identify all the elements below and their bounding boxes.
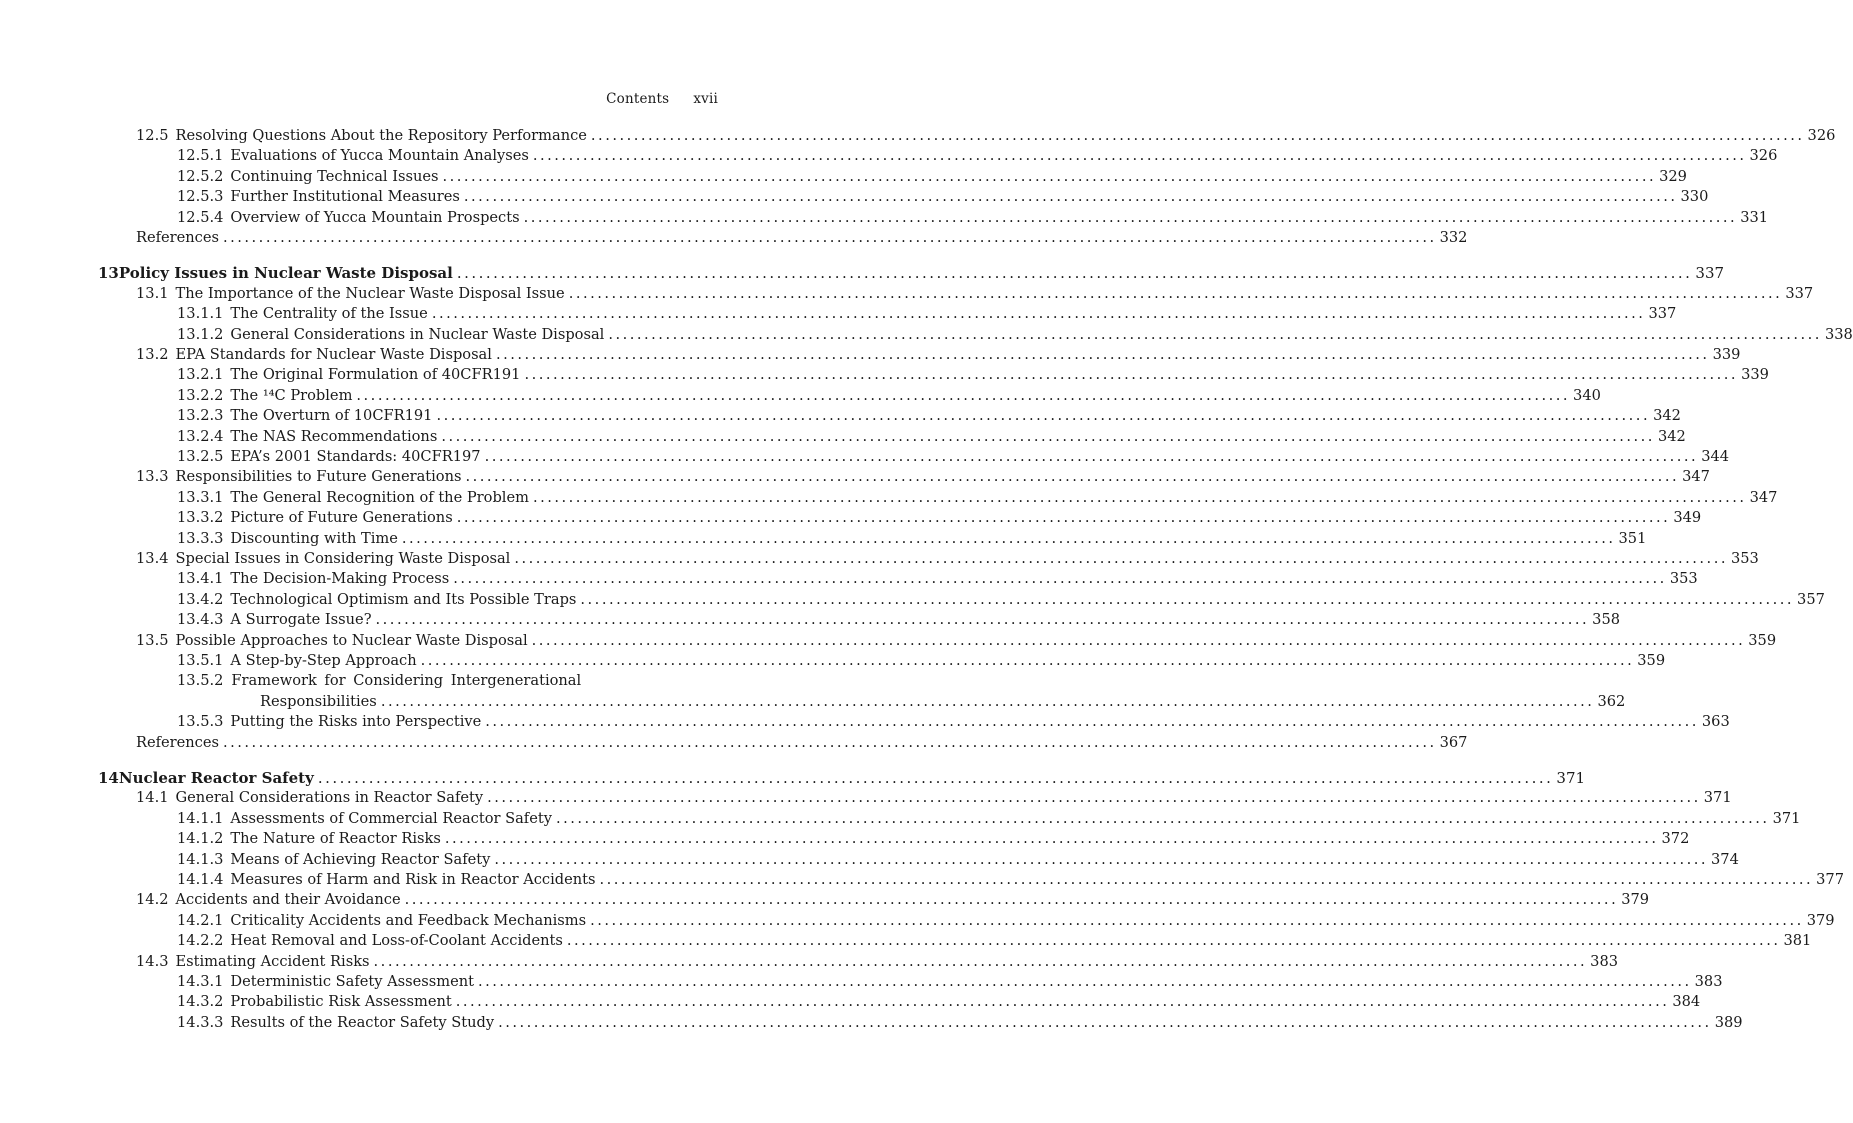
toc-chapter [98, 768, 1586, 788]
entry-number: 12.5 [136, 127, 169, 144]
dot-leader: .......................................................................................................................................................................... [356, 386, 1571, 404]
entry-number: 13.2 [136, 346, 169, 363]
entry-number: 13.4.3 [177, 611, 224, 629]
toc-entry [177, 406, 1681, 426]
entry-page-number: 340 [1573, 386, 1601, 404]
entry-number: 14.3.3 [177, 1013, 224, 1031]
dot-leader: .......................................................................................................................................................................... [401, 529, 1616, 547]
toc-references [136, 733, 1468, 753]
entry-page-number: 339 [1741, 366, 1769, 384]
entry-title: Picture of Future Generations [230, 509, 453, 527]
header-label: Contents [606, 91, 670, 107]
entry-title: The NAS Recommendations [230, 427, 438, 445]
entry-title: Technological Optimism and Its Possible Traps [230, 590, 577, 608]
dot-leader: .......................................................................................................................................................................... [524, 366, 1739, 384]
dot-leader: .......................................................................................................................................................................... [566, 932, 1781, 950]
dot-leader: .......................................................................................................................................................................... [532, 488, 1747, 506]
entry-page-number: 357 [1797, 590, 1825, 608]
dot-leader: .......................................................................................................................................................................... [568, 284, 1783, 302]
chapter-number: 13 [98, 264, 119, 283]
entry-page-number: 383 [1590, 952, 1619, 970]
entry-page-number: 363 [1701, 713, 1730, 731]
toc-entry [177, 712, 1730, 732]
entry-number: 13.2.5 [177, 448, 224, 465]
entry-page-number: 342 [1657, 427, 1686, 445]
entry-number: 12.5.4 [177, 208, 224, 226]
entry-page-number: 371 [1772, 809, 1801, 827]
entry-number: 14.3.2 [177, 993, 224, 1011]
dot-leader: .......................................................................................................................................................................... [514, 550, 1728, 567]
entry-page-number: 342 [1653, 407, 1681, 425]
entry-title: The Decision-Making Process [230, 570, 450, 588]
toc-entry [177, 167, 1687, 187]
entry-page-number: 367 [1439, 733, 1468, 751]
entry-number: 13.4.2 [177, 590, 224, 608]
dot-leader: .......................................................................................................................................................................... [456, 264, 1693, 283]
toc-entry [177, 590, 1825, 610]
entry-number: 13.3 [136, 468, 169, 486]
toc-entry [177, 146, 1778, 166]
entry-title: Overview of Yucca Mountain Prospects [230, 208, 520, 226]
entry-page-number: 347 [1749, 488, 1778, 506]
dot-leader: .......................................................................................................................................................................... [456, 509, 1671, 527]
dot-leader: .......................................................................................................................................................................... [420, 652, 1635, 669]
toc-entry [177, 208, 1769, 228]
entry-page-number: 338 [1824, 325, 1853, 343]
entry-page-number: 326 [1749, 147, 1778, 165]
entry-title: Discounting with Time [230, 529, 398, 547]
entry-title: Accidents and their Avoidance [175, 891, 401, 909]
toc-entry [177, 187, 1709, 207]
entry-page-number: 381 [1783, 932, 1812, 950]
dot-leader: .......................................................................................................................................................................... [444, 830, 1659, 848]
dot-leader: .......................................................................................................................................................................... [487, 789, 1701, 807]
entry-page-number: 337 [1785, 284, 1814, 302]
entry-page-number: 359 [1748, 631, 1777, 649]
toc-chapter [98, 263, 1725, 283]
toc-entry [136, 952, 1619, 972]
entry-title: A Step-by-Step Approach [230, 652, 417, 669]
dot-leader: .......................................................................................................................................................................... [555, 809, 1770, 827]
toc-entry [177, 992, 1701, 1012]
entry-title: Evaluations of Yucca Mountain Analyses [230, 147, 529, 165]
toc-references [136, 228, 1468, 248]
entry-number: 13.1 [136, 284, 169, 302]
dot-leader: .......................................................................................................................................................................... [590, 127, 1805, 144]
toc-entry [177, 651, 1666, 671]
entry-title: Means of Achieving Reactor Safety [230, 850, 491, 868]
entry-number: 13.1.2 [177, 325, 224, 343]
chapter-title: Nuclear Reactor Safety [118, 769, 314, 787]
toc-entry [136, 126, 1836, 146]
entry-number: 13.2.1 [177, 366, 224, 384]
chapter-number: 14 [98, 769, 119, 787]
dot-leader: .......................................................................................................................................................................... [431, 305, 1646, 323]
toc-entry [136, 345, 1741, 365]
toc-entry [136, 890, 1650, 910]
toc-entry [177, 850, 1739, 870]
entry-number: 12.5.1 [177, 147, 224, 165]
entry-title: The Original Formulation of 40CFR191 [230, 366, 521, 384]
toc-entry [177, 870, 1844, 890]
entry-page-number: 358 [1592, 611, 1621, 629]
entry-title: Special Issues in Considering Waste Disposal [175, 550, 511, 567]
entry-page-number: 337 [1648, 305, 1677, 323]
entry-page-number: 337 [1695, 264, 1725, 283]
dot-leader: .......................................................................................................................................................................... [436, 407, 1651, 425]
toc-entry [136, 284, 1814, 304]
entry-page-number: 371 [1556, 769, 1586, 787]
dot-leader: .......................................................................................................................................................................... [442, 167, 1657, 185]
entry-title: EPA’s 2001 Standards: 40CFR197 [230, 448, 481, 465]
entry-number: 14.1.4 [177, 871, 224, 888]
entry-page-number: 359 [1637, 652, 1666, 669]
entry-title: Continuing Technical Issues [230, 167, 439, 185]
dot-leader: .......................................................................................................................................................................... [453, 570, 1667, 588]
dot-leader: .......................................................................................................................................................................... [317, 769, 1554, 787]
entry-title: The General Recognition of the Problem [230, 488, 529, 506]
dot-leader: .......................................................................................................................................................................... [495, 346, 1710, 363]
toc-entry [136, 549, 1759, 569]
dot-leader: .......................................................................................................................................................................... [380, 692, 1595, 710]
entry-page-number: 362 [1597, 692, 1626, 710]
dot-leader: .......................................................................................................................................................................... [523, 208, 1738, 226]
entry-number: 13.1.1 [177, 305, 224, 323]
dot-leader: .......................................................................................................................................................................... [590, 911, 1804, 929]
entry-page-number: 384 [1672, 993, 1701, 1011]
entry-title: General Considerations in Nuclear Waste Disposal [230, 325, 605, 343]
dot-leader: .......................................................................................................................................................................... [498, 1013, 1712, 1031]
entry-number: 13.3.2 [177, 509, 224, 527]
toc-entry [177, 972, 1723, 992]
entry-page-number: 344 [1701, 448, 1730, 465]
entry-number: 14.1.1 [177, 809, 224, 827]
entry-number: 13.2.2 [177, 386, 224, 404]
dot-leader: .......................................................................................................................................................................... [532, 147, 1747, 165]
entry-title: Deterministic Safety Assessment [230, 973, 474, 990]
dot-leader: .......................................................................................................................................................................... [222, 229, 1437, 246]
entry-page-number: 377 [1816, 871, 1844, 888]
toc-entry [177, 386, 1601, 406]
entry-number: 13.2.4 [177, 427, 224, 445]
entry-number: 13.2.3 [177, 407, 224, 425]
dot-leader: .......................................................................................................................................................................... [484, 448, 1699, 465]
toc-entry [177, 488, 1778, 508]
entry-number: 12.5.2 [177, 167, 224, 185]
entry-page-number: 330 [1680, 188, 1709, 206]
entry-title: Resolving Questions About the Repository Performance [175, 127, 587, 144]
dot-leader: .......................................................................................................................................................................... [580, 590, 1795, 608]
toc-entry [177, 931, 1812, 951]
dot-leader: .......................................................................................................................................................................... [373, 952, 1588, 970]
entry-title: Possible Approaches to Nuclear Waste Disposal [175, 631, 528, 649]
entry-page-number: 353 [1730, 550, 1759, 567]
entry-number: 14.1 [136, 789, 169, 807]
toc-entry [177, 1013, 1743, 1033]
toc-entry [177, 671, 718, 691]
toc-entry [177, 427, 1686, 447]
entry-number: 14.1.2 [177, 830, 224, 848]
entry-number: 13.4 [136, 550, 169, 567]
entry-page-number: 347 [1682, 468, 1710, 486]
toc-entry [136, 631, 1777, 651]
dot-leader: .......................................................................................................................................................................... [463, 188, 1678, 206]
toc-entry [177, 829, 1690, 849]
entry-number: 13.4.1 [177, 570, 224, 588]
entry-title: References [136, 229, 219, 246]
dot-leader: .......................................................................................................................................................................... [485, 713, 1699, 731]
entry-number: 14.3.1 [177, 973, 224, 990]
entry-number: 13.3.3 [177, 529, 224, 547]
entry-title: Measures of Harm and Risk in Reactor Accidents [230, 871, 596, 888]
toc-entry [177, 569, 1698, 589]
toc-entry [177, 508, 1702, 528]
entry-title: The Centrality of the Issue [230, 305, 428, 323]
entry-title: Responsibilities to Future Generations [175, 468, 462, 486]
entry-number: 14.2.1 [177, 911, 224, 929]
entry-page-number: 379 [1806, 911, 1835, 929]
entry-title: Heat Removal and Loss-of-Coolant Accidents [230, 932, 563, 950]
entry-number: 12.5.3 [177, 188, 224, 206]
entry-page-number: 331 [1740, 208, 1769, 226]
entry-page-number: 374 [1711, 850, 1739, 868]
dot-leader: .......................................................................................................................................................................... [404, 891, 1619, 909]
toc-entry [177, 529, 1647, 549]
dot-leader: .......................................................................................................................................................................... [531, 631, 1746, 649]
entry-title: References [136, 733, 219, 751]
entry-page-number: 351 [1618, 529, 1647, 547]
entry-page-number: 329 [1659, 167, 1687, 185]
entry-title-continued: Responsibilities [260, 692, 377, 710]
dot-leader: .......................................................................................................................................................................... [441, 427, 1655, 445]
entry-title: Assessments of Commercial Reactor Safety [230, 809, 552, 827]
toc-entry-continuation [260, 692, 1626, 712]
entry-number: 13.5 [136, 631, 169, 649]
entry-page-number: 389 [1714, 1013, 1743, 1031]
entry-number: 13.3.1 [177, 488, 224, 506]
chapter-title: Policy Issues in Nuclear Waste Disposal [118, 264, 453, 283]
running-header [606, 91, 718, 107]
toc-entry [177, 610, 1621, 630]
entry-page-number: 379 [1621, 891, 1650, 909]
entry-title: The Importance of the Nuclear Waste Disposal Issue [175, 284, 565, 302]
dot-leader: .......................................................................................................................................................................... [599, 871, 1814, 888]
entry-title: Estimating Accident Risks [175, 952, 370, 970]
toc-entry [177, 911, 1835, 931]
toc-entry [177, 365, 1769, 385]
dot-leader: .......................................................................................................................................................................... [375, 611, 1590, 629]
entry-number: 14.3 [136, 952, 169, 970]
entry-page-number: 371 [1703, 789, 1732, 807]
entry-page-number: 353 [1669, 570, 1698, 588]
entry-title: General Considerations in Reactor Safety [175, 789, 484, 807]
toc-entry [177, 325, 1853, 345]
entry-title: The Overturn of 10CFR191 [230, 407, 433, 425]
entry-title: Further Institutional Measures [230, 188, 460, 206]
toc-entry [177, 809, 1801, 829]
entry-page-number: 326 [1807, 127, 1836, 144]
entry-number: 13.5.3 [177, 713, 224, 731]
entry-title: A Surrogate Issue? [230, 611, 372, 629]
entry-number: 13.5.2 [177, 672, 224, 690]
entry-title: Results of the Reactor Safety Study [230, 1013, 495, 1031]
entry-title: The Nature of Reactor Risks [230, 830, 441, 848]
entry-number: 14.2 [136, 891, 169, 909]
entry-number: 14.1.3 [177, 850, 224, 868]
entry-title: Probabilistic Risk Assessment [230, 993, 452, 1011]
entry-page-number: 383 [1694, 973, 1723, 990]
entry-title: Putting the Risks into Perspective [230, 713, 482, 731]
toc-entry [136, 467, 1710, 487]
entry-number: 14.2.2 [177, 932, 224, 950]
toc-entry [136, 788, 1732, 808]
entry-page-number: 372 [1661, 830, 1690, 848]
entry-number: 13.5.1 [177, 652, 224, 669]
entry-title: Framework for Considering Intergenerational [231, 672, 582, 690]
toc-entry [177, 447, 1730, 467]
entry-title: EPA Standards for Nuclear Waste Disposal [175, 346, 492, 363]
entry-page-number: 332 [1439, 229, 1468, 246]
dot-leader: .......................................................................................................................................................................... [455, 993, 1670, 1011]
dot-leader: .......................................................................................................................................................................... [478, 973, 1692, 990]
entry-title: The ¹⁴C Problem [230, 386, 353, 404]
toc-entry [177, 304, 1677, 324]
entry-page-number: 339 [1712, 346, 1741, 363]
dot-leader: .......................................................................................................................................................................... [222, 733, 1437, 751]
dot-leader: .......................................................................................................................................................................... [465, 468, 1680, 486]
header-page-number: xvii [693, 91, 718, 107]
entry-page-number: 349 [1673, 509, 1702, 527]
dot-leader: .......................................................................................................................................................................... [494, 850, 1708, 868]
entry-title: Criticality Accidents and Feedback Mechanisms [230, 911, 587, 929]
dot-leader: .......................................................................................................................................................................... [608, 325, 1822, 343]
